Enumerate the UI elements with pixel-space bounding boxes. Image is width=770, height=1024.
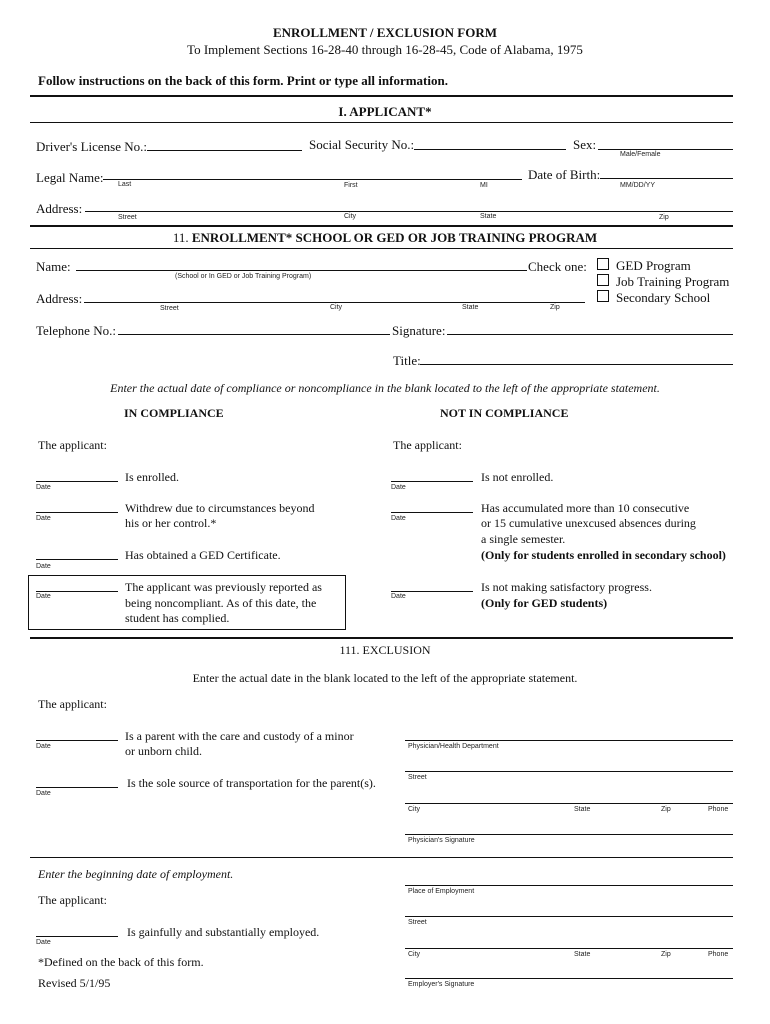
employment-place-hint: Place of Employment [408,888,475,895]
date-hint: Date [36,743,51,750]
school-name-hint: (School or In GED or Job Training Program) [175,273,312,280]
secondary-school-checkbox[interactable] [597,290,609,302]
noncompliance-applicant-label: The applicant: [393,438,462,452]
compliance-applicant-label: The applicant: [38,438,107,452]
date-hint: Date [391,515,406,522]
addr-street-hint: Street [118,214,137,221]
telephone-label: Telephone No.: [36,323,116,338]
absences-line2: or 15 cumulative unexcused absences during [481,516,696,530]
physician-zip-hint: Zip [661,806,671,813]
signature-field[interactable] [447,334,733,335]
title-label: Title: [393,353,421,368]
name-first-hint: First [344,182,358,189]
physician-street-field[interactable] [405,771,733,772]
employment-zip-hint: Zip [661,951,671,958]
name-mi-hint: MI [480,182,488,189]
telephone-field[interactable] [118,334,390,335]
complied-date-field[interactable] [36,591,118,592]
signature-label: Signature: [392,323,446,338]
physician-city-field[interactable] [405,803,733,804]
physician-state-hint: State [574,806,591,813]
enrolled-statement: Is enrolled. [125,470,179,484]
form-subtitle: To Implement Sections 16-28-40 through 16-28-45, Code of Alabama, 1975 [187,42,583,57]
job-training-checkbox[interactable] [597,274,609,286]
ged-date-field[interactable] [36,559,118,560]
physician-street-hint: Street [408,774,427,781]
defined-note: *Defined on the back of this form. [38,955,204,969]
progress-note: (Only for GED students) [481,596,608,610]
employer-signature-hint: Employer's Signature [408,981,475,988]
school-addr-state-hint: State [462,304,479,311]
not-enrolled-statement: Is not enrolled. [481,470,554,484]
form-instructions: Follow instructions on the back of this form. Print or type all information. [38,73,448,88]
previously-reported-line1: The applicant was previously reported as [125,580,322,594]
date-hint: Date [36,790,51,797]
employed-statement: Is gainfully and substantially employed. [127,925,320,939]
school-addr-zip-hint: Zip [550,304,560,311]
in-compliance-heading: IN COMPLIANCE [124,406,224,420]
ged-statement: Has obtained a GED Certificate. [125,548,281,562]
employment-street-hint: Street [408,919,427,926]
sex-field[interactable] [598,149,733,150]
sex-hint: Male/Female [620,151,661,158]
address-field[interactable] [85,211,733,212]
addr-zip-hint: Zip [659,214,669,221]
physician-city-hint: City [408,806,421,813]
employment-instruction: Enter the beginning date of employment. [38,867,234,881]
divider [30,95,733,97]
date-hint: Date [391,593,406,600]
name-last-hint: Last [118,181,132,188]
physician-dept-hint: Physician/Health Department [408,743,499,750]
absences-line1: Has accumulated more than 10 consecutive [481,501,690,515]
date-hint: Date [36,593,51,600]
physician-signature-field[interactable] [405,834,733,835]
divider [30,225,733,227]
employment-state-hint: State [574,951,591,958]
employment-street-field[interactable] [405,916,733,917]
school-heading-text: ENROLLMENT* SCHOOL OR GED OR JOB TRAINING PROGRAM [191,230,598,245]
drivers-license-field[interactable] [147,150,302,151]
progress-statement: Is not making satisfactory progress. [481,580,652,594]
addr-state-hint: State [480,213,497,220]
parent-statement-line2: or unborn child. [125,744,202,758]
divider [30,637,733,639]
ged-option-label: GED Program [616,258,691,273]
ssn-field[interactable] [414,149,566,150]
absences-note: (Only for students enrolled in secondary school) [481,548,726,562]
employment-applicant-label: The applicant: [38,893,107,907]
job-training-option-label: Job Training Program [616,274,730,289]
school-address-label: Address: [36,291,83,306]
divider [30,248,733,249]
date-hint: Date [391,484,406,491]
physician-dept-field[interactable] [405,740,733,741]
sex-label: Sex: [573,137,597,152]
enrolled-date-field[interactable] [36,481,118,482]
transport-date-field[interactable] [36,787,118,788]
school-addr-city-hint: City [330,304,343,311]
legal-name-label: Legal Name: [36,170,104,185]
school-heading [0,230,770,246]
progress-date-field[interactable] [391,591,473,592]
previously-reported-line3: student has complied. [125,611,230,625]
divider [30,857,733,858]
school-heading-number: 11. [172,230,192,245]
dob-label: Date of Birth: [528,167,601,182]
divider [30,122,733,123]
ged-checkbox[interactable] [597,258,609,270]
dob-field[interactable] [600,178,733,179]
not-enrolled-date-field[interactable] [391,481,473,482]
form-title: ENROLLMENT / EXCLUSION FORM [272,25,498,40]
title-field[interactable] [420,364,733,365]
physician-signature-hint: Physician's Signature [408,837,475,844]
date-hint: Date [36,515,51,522]
not-in-compliance-heading: NOT IN COMPLIANCE [440,406,569,420]
applicant-heading: I. APPLICANT* [338,104,432,119]
exclusion-instruction: Enter the actual date in the blank located to the left of the appropriate statement. [192,671,578,685]
address-label: Address: [36,201,83,216]
legal-name-field[interactable] [103,179,522,180]
employment-phone-hint: Phone [708,951,729,958]
employment-city-field[interactable] [405,948,733,949]
withdrew-statement-line2: his or her control.* [125,516,217,530]
exclusion-applicant-label: The applicant: [38,697,107,711]
employment-date-field[interactable] [36,936,118,937]
addr-city-hint: City [344,213,357,220]
secondary-school-option-label: Secondary School [616,290,711,305]
school-address-field[interactable] [84,302,585,303]
check-one-label: Check one: [528,259,587,274]
withdrew-date-field[interactable] [36,512,118,513]
employer-signature-field[interactable] [405,978,733,979]
absences-line3: a single semester. [481,532,566,546]
drivers-license-label: Driver's License No.: [36,139,148,154]
transport-statement: Is the sole source of transportation for the parent(s). [127,776,376,790]
school-name-field[interactable] [76,270,527,271]
withdrew-statement-line1: Withdrew due to circumstances beyond [125,501,315,515]
dob-hint: MM/DD/YY [620,182,655,189]
employment-place-field[interactable] [405,885,733,886]
ssn-label: Social Security No.: [309,137,415,152]
physician-phone-hint: Phone [708,806,729,813]
school-addr-street-hint: Street [160,305,179,312]
parent-statement-line1: Is a parent with the care and custody of a minor [125,729,354,743]
exclusion-heading: 111. EXCLUSION [339,643,431,657]
absences-date-field[interactable] [391,512,473,513]
previously-reported-line2: being noncompliant. As of this date, the [125,596,317,610]
school-name-label: Name: [36,259,71,274]
compliance-instruction: Enter the actual date of compliance or noncompliance in the blank located to the left of the appropriate statement. [110,381,660,395]
date-hint: Date [36,563,51,570]
parent-date-field[interactable] [36,740,118,741]
revised-date: Revised 5/1/95 [38,976,111,990]
employment-city-hint: City [408,951,421,958]
date-hint: Date [36,939,51,946]
date-hint: Date [36,484,51,491]
